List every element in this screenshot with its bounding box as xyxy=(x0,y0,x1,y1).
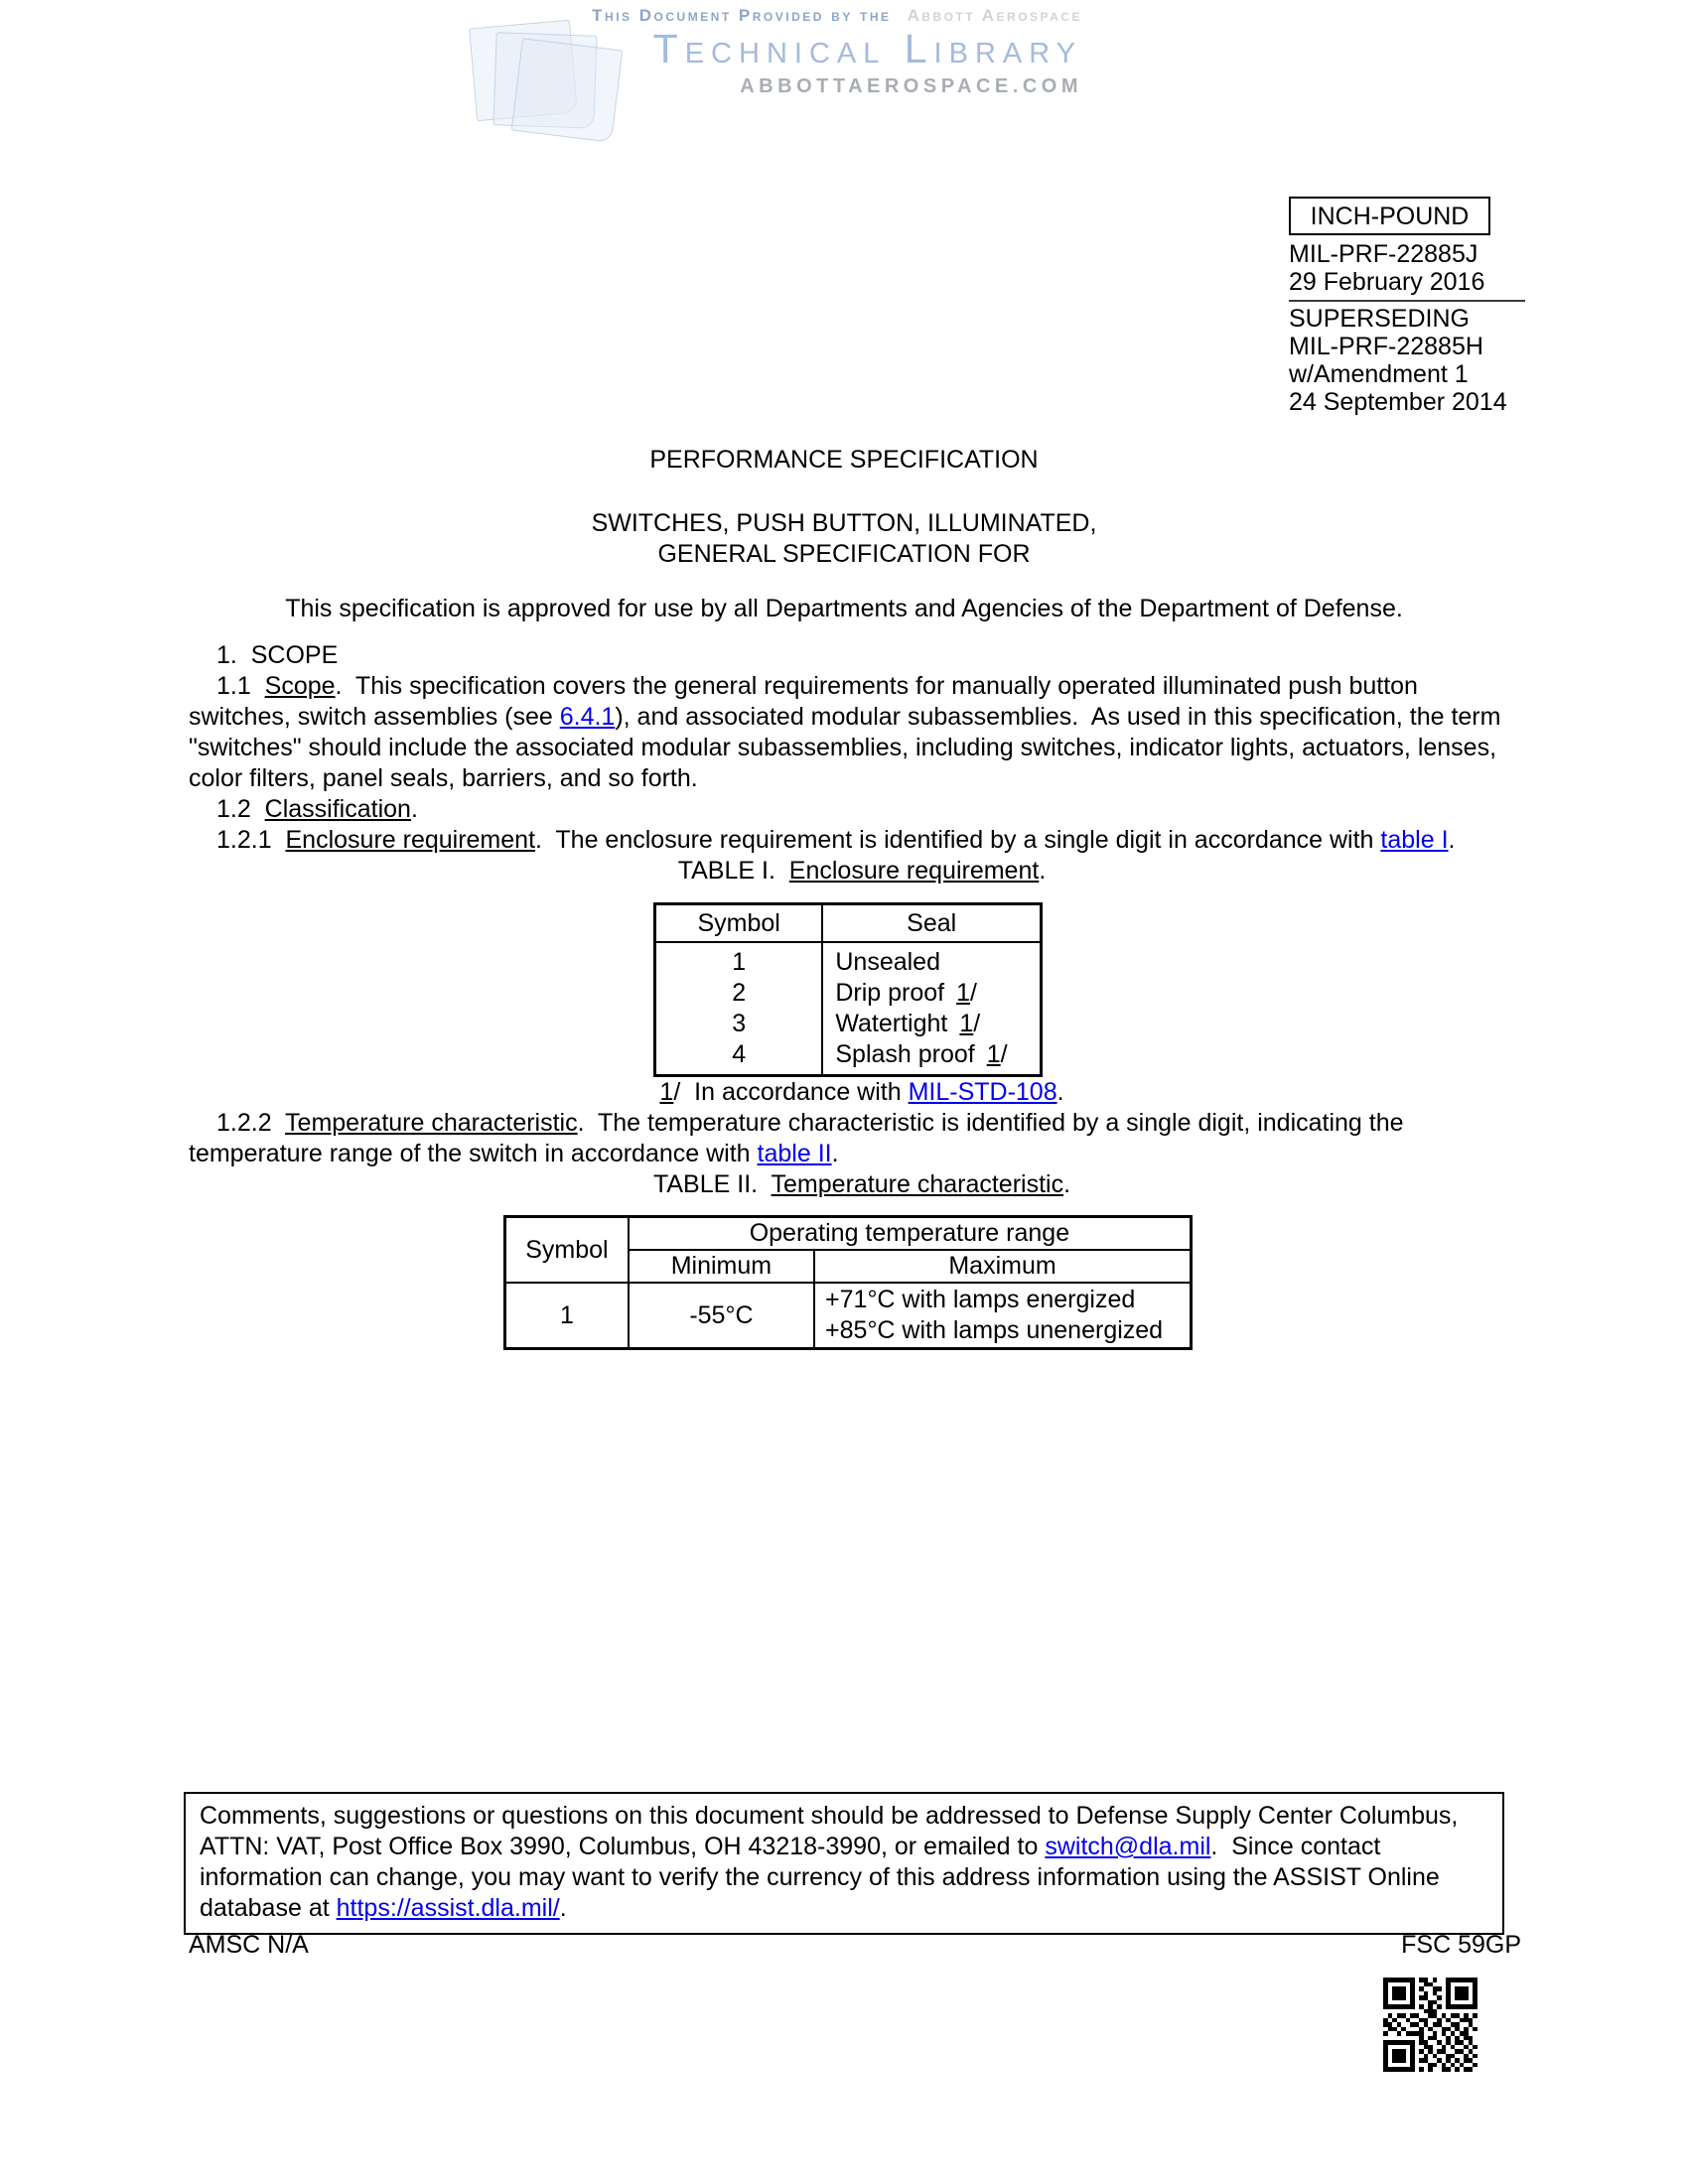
paragraph-1-2-1 xyxy=(189,825,1507,856)
footnote-mark xyxy=(987,1040,1008,1068)
paragraph-title: Enclosure requirement xyxy=(285,826,536,854)
paragraph-title: Scope xyxy=(264,672,336,700)
maximum-line-2: +85°C with lamps unenergized xyxy=(825,1316,1164,1344)
superseded-number: MIL-PRF-22885H xyxy=(1289,333,1483,360)
footnote-mark xyxy=(959,1010,980,1037)
table-row xyxy=(655,1039,1042,1076)
table-header-row xyxy=(655,904,1042,943)
footnote-mark-number: 1 xyxy=(986,1040,1001,1068)
column-header-symbol: Symbol xyxy=(655,904,823,943)
approval-statement: This specification is approved for use by all Departments and Agencies of the Department of Defense. xyxy=(285,595,1403,622)
caption-title: Enclosure requirement xyxy=(788,857,1040,885)
table-2-caption xyxy=(189,1169,1507,1200)
link-mil-std-108[interactable]: MIL-STD-108 xyxy=(908,1078,1057,1106)
paragraph-text: . The enclosure requirement is identified by a single digit in accordance with xyxy=(535,826,1381,854)
title-block xyxy=(0,445,1688,624)
caption-suffix: . xyxy=(1063,1170,1071,1198)
seal-text: Drip proof xyxy=(835,979,945,1007)
paragraph-text: . xyxy=(831,1140,839,1167)
caption-prefix: TABLE II. xyxy=(652,1170,772,1198)
link-table-2[interactable]: table II xyxy=(757,1140,832,1167)
document-date: 29 February 2016 xyxy=(1289,268,1485,296)
seal-text: Unsealed xyxy=(835,948,940,976)
symbol-cell: 2 xyxy=(655,978,823,1009)
maximum-cell xyxy=(814,1283,1191,1349)
spec-title-line2: GENERAL SPECIFICATION FOR xyxy=(657,540,1031,568)
superseding-label: SUPERSEDING xyxy=(1289,305,1470,333)
table-row xyxy=(655,942,1042,978)
table-header-row xyxy=(505,1217,1192,1251)
document-number: MIL-PRF-22885J xyxy=(1289,240,1478,268)
paragraph-1-1 xyxy=(189,671,1507,794)
paragraph-number: 1.2.1 xyxy=(216,826,286,854)
symbol-cell: 1 xyxy=(505,1283,629,1349)
footnote-mark-slash: / xyxy=(673,1078,681,1106)
section-heading-scope: 1. SCOPE xyxy=(216,641,339,669)
logo-title-text: Technical Library xyxy=(652,26,1082,71)
maximum-line-1: +71°C with lamps energized xyxy=(825,1286,1136,1313)
table-2-temperature-characteristic xyxy=(503,1215,1193,1350)
comments-text: . xyxy=(559,1894,567,1922)
superseded-date: 24 September 2014 xyxy=(1289,388,1507,416)
footnote-suffix: . xyxy=(1056,1078,1064,1106)
paragraph-number: 1.2 xyxy=(216,795,265,823)
paragraph-1-2 xyxy=(189,794,1507,825)
link-assist-dla-mil[interactable]: https://assist.dla.mil/ xyxy=(336,1894,560,1922)
document-id-block xyxy=(1289,197,1525,416)
paragraph-number: 1.1 xyxy=(216,672,265,700)
logo-tagline xyxy=(443,6,1082,26)
link-email-switch-dla-mil[interactable]: switch@dla.mil xyxy=(1045,1833,1211,1860)
qr-code xyxy=(1383,1978,1477,2072)
logo-website-text: ABBOTTAEROSPACE.COM xyxy=(740,75,1082,97)
seal-cell xyxy=(822,1039,1041,1076)
column-header-minimum: Minimum xyxy=(629,1250,814,1283)
footnote-mark xyxy=(956,979,977,1007)
comments-box xyxy=(184,1792,1504,1935)
link-table-1[interactable]: table I xyxy=(1380,826,1449,854)
paragraph-1-2-2 xyxy=(189,1108,1507,1169)
table-row xyxy=(655,1009,1042,1039)
seal-cell xyxy=(822,978,1041,1009)
seal-cell xyxy=(822,942,1041,978)
inch-pound-designator: INCH-POUND xyxy=(1289,197,1490,235)
symbol-cell: 1 xyxy=(655,942,823,978)
column-header-maximum: Maximum xyxy=(814,1250,1191,1283)
seal-cell xyxy=(822,1009,1041,1039)
paragraph-text: . This specification covers the general requirements for manually operated illuminated push button switches, switch assemblies (see xyxy=(189,672,1425,731)
footnote-mark-number: 1 xyxy=(959,1010,974,1037)
caption-prefix: TABLE I. xyxy=(677,857,789,885)
table-1-enclosure-requirement xyxy=(653,902,1043,1077)
comments-text: Comments, suggestions or questions on this document should be addressed to Defense Supply Center Columbus, ATTN: VAT, Post Office Box 3990, Columbus, OH 43218-3990, or emailed to xyxy=(200,1802,1464,1860)
caption-title: Temperature characteristic xyxy=(771,1170,1064,1198)
paragraph-number: 1.2.2 xyxy=(216,1109,286,1137)
comments-text: . Since contact information can change, you may want to verify the currency of this address information using the ASSIST Online database at xyxy=(200,1833,1447,1922)
spec-type-heading: PERFORMANCE SPECIFICATION xyxy=(649,446,1039,474)
paragraph-text: ), and associated modular subassemblies. As used in this specification, the term "switches" should include the associated modular subassemblies, including switches, indicator lights, actuators, lenses, color filters, panel seals, barriers, and so forth. xyxy=(189,703,1508,792)
footnote-mark-slash: / xyxy=(973,1010,981,1037)
paragraph-title: Classification xyxy=(264,795,411,823)
spec-title-line1: SWITCHES, PUSH BUTTON, ILLUMINATED, xyxy=(591,509,1097,537)
amsc-code: AMSC N/A xyxy=(189,1931,309,1959)
qr-module xyxy=(1473,2067,1477,2072)
abbott-technical-library-logo xyxy=(443,6,1082,98)
paragraph-text: . xyxy=(1448,826,1456,854)
table-1-footnote xyxy=(189,1077,1507,1108)
seal-text: Splash proof xyxy=(835,1040,975,1068)
footnote-text: In accordance with xyxy=(680,1078,909,1106)
table-row xyxy=(505,1283,1192,1349)
symbol-cell: 3 xyxy=(655,1009,823,1039)
table-1-caption xyxy=(189,856,1507,887)
amendment-label: w/Amendment 1 xyxy=(1289,360,1469,388)
footnote-mark-slash: / xyxy=(970,979,977,1007)
footer-codes xyxy=(189,1931,1521,1960)
footnote-mark-number: 1 xyxy=(956,979,971,1007)
fsc-code: FSC 59GP xyxy=(1401,1931,1521,1959)
paragraph-text: . xyxy=(410,795,418,823)
column-header-symbol: Symbol xyxy=(505,1217,629,1284)
logo-provided-by-text: This Document Provided by the xyxy=(592,6,892,25)
table-row xyxy=(655,978,1042,1009)
paragraph-text: . The temperature characteristic is identified by a single digit, indicating the temperature range of the switch in accordance with xyxy=(189,1109,1411,1167)
link-6-4-1[interactable]: 6.4.1 xyxy=(559,703,616,731)
caption-suffix: . xyxy=(1039,857,1047,885)
divider xyxy=(1289,300,1525,302)
logo-abbott-aerospace-text: Abbott Aerospace xyxy=(907,6,1082,25)
document-body xyxy=(189,640,1507,1350)
paragraph-title: Temperature characteristic xyxy=(285,1109,578,1137)
column-header-seal: Seal xyxy=(822,904,1041,943)
seal-text: Watertight xyxy=(835,1010,948,1037)
symbol-cell: 4 xyxy=(655,1039,823,1076)
minimum-cell: -55°C xyxy=(629,1283,814,1349)
column-header-operating-range: Operating temperature range xyxy=(629,1217,1192,1251)
footnote-mark-number: 1 xyxy=(659,1078,674,1106)
footnote-mark-slash: / xyxy=(1000,1040,1008,1068)
